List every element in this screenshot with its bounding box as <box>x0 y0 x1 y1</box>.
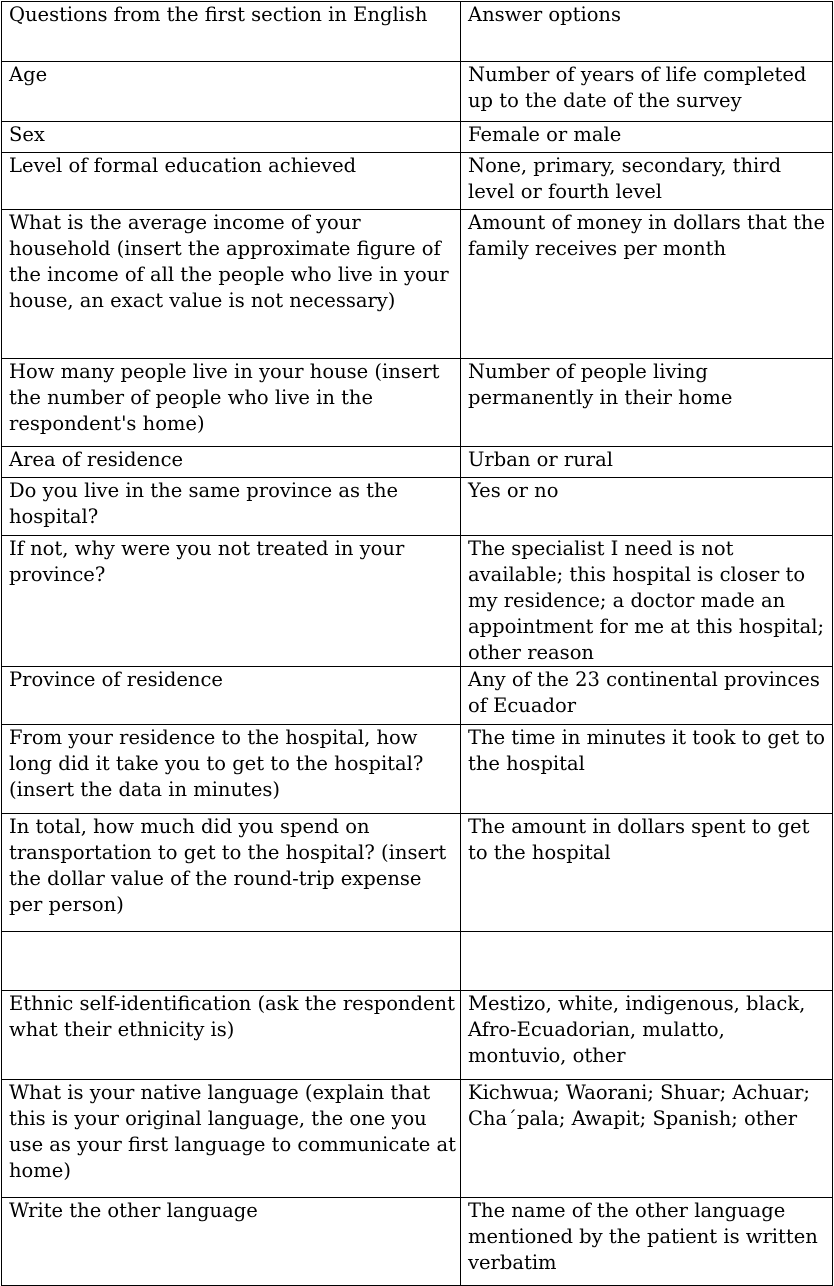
answer-cell: The time in minutes it took to get to the hospital <box>461 725 833 814</box>
answer-cell: The amount in dollars spent to get to the hospital <box>461 814 833 932</box>
header-answer-cell: Answer options <box>461 2 833 62</box>
question-cell: How many people live in your house (insert the number of people who live in the respondent's home) <box>2 359 461 447</box>
answer-cell: Mestizo, white, indigenous, black, Afro-Ecuadorian, mulatto, montuvio, other <box>461 991 833 1080</box>
survey-document <box>1 1 832 1278</box>
question-cell: Ethnic self-identification (ask the respondent what their ethnicity is) <box>2 991 461 1080</box>
table-row <box>2 359 833 447</box>
table-row <box>2 814 833 932</box>
header-question-cell: Questions from the first section in English <box>2 2 461 62</box>
answer-cell: The specialist I need is not available; this hospital is closer to my residence; a doctor made an appointment for me at this hospital; other reason <box>461 536 833 667</box>
table-row <box>2 1080 833 1198</box>
question-cell: What is the average income of your household (insert the approximate figure of the income of all the people who live in your house, an exact value is not necessary) <box>2 210 461 359</box>
answer-cell: Female or male <box>461 122 833 153</box>
table-row <box>2 1198 833 1286</box>
table-row <box>2 725 833 814</box>
table-row <box>2 667 833 725</box>
answer-cell: Kichwua; Waorani; Shuar; Achuar; Cha´pala; Awapit; Spanish; other <box>461 1080 833 1198</box>
answer-cell: The name of the other language mentioned by the patient is written verbatim <box>461 1198 833 1286</box>
answer-cell: Urban or rural <box>461 447 833 478</box>
question-cell: Do you live in the same province as the hospital? <box>2 478 461 536</box>
answer-cell: Number of people living permanently in their home <box>461 359 833 447</box>
question-cell: Age <box>2 62 461 122</box>
question-cell: Write the other language <box>2 1198 461 1286</box>
answer-cell: None, primary, secondary, third level or fourth level <box>461 153 833 210</box>
question-cell: In total, how much did you spend on transportation to get to the hospital? (insert the dollar value of the round-trip expense per person) <box>2 814 461 932</box>
table-row <box>2 478 833 536</box>
table-row <box>2 536 833 667</box>
question-cell: Area of residence <box>2 447 461 478</box>
table-header-row <box>2 2 833 62</box>
question-cell: What is your native language (explain that this is your original language, the one you use as your first language to communicate at home) <box>2 1080 461 1198</box>
table-row <box>2 447 833 478</box>
table-row <box>2 122 833 153</box>
question-cell: From your residence to the hospital, how long did it take you to get to the hospital? (insert the data in minutes) <box>2 725 461 814</box>
question-cell: Sex <box>2 122 461 153</box>
survey-questions-table <box>1 1 833 1286</box>
table-row <box>2 153 833 210</box>
table-row <box>2 991 833 1080</box>
answer-cell <box>461 932 833 991</box>
table-row <box>2 62 833 122</box>
empty-table-row <box>2 932 833 991</box>
question-cell: Level of formal education achieved <box>2 153 461 210</box>
table-row <box>2 210 833 359</box>
answer-cell: Number of years of life completed up to the date of the survey <box>461 62 833 122</box>
question-cell <box>2 932 461 991</box>
question-cell: Province of residence <box>2 667 461 725</box>
answer-cell: Yes or no <box>461 478 833 536</box>
answer-cell: Any of the 23 continental provinces of Ecuador <box>461 667 833 725</box>
question-cell: If not, why were you not treated in your province? <box>2 536 461 667</box>
answer-cell: Amount of money in dollars that the family receives per month <box>461 210 833 359</box>
